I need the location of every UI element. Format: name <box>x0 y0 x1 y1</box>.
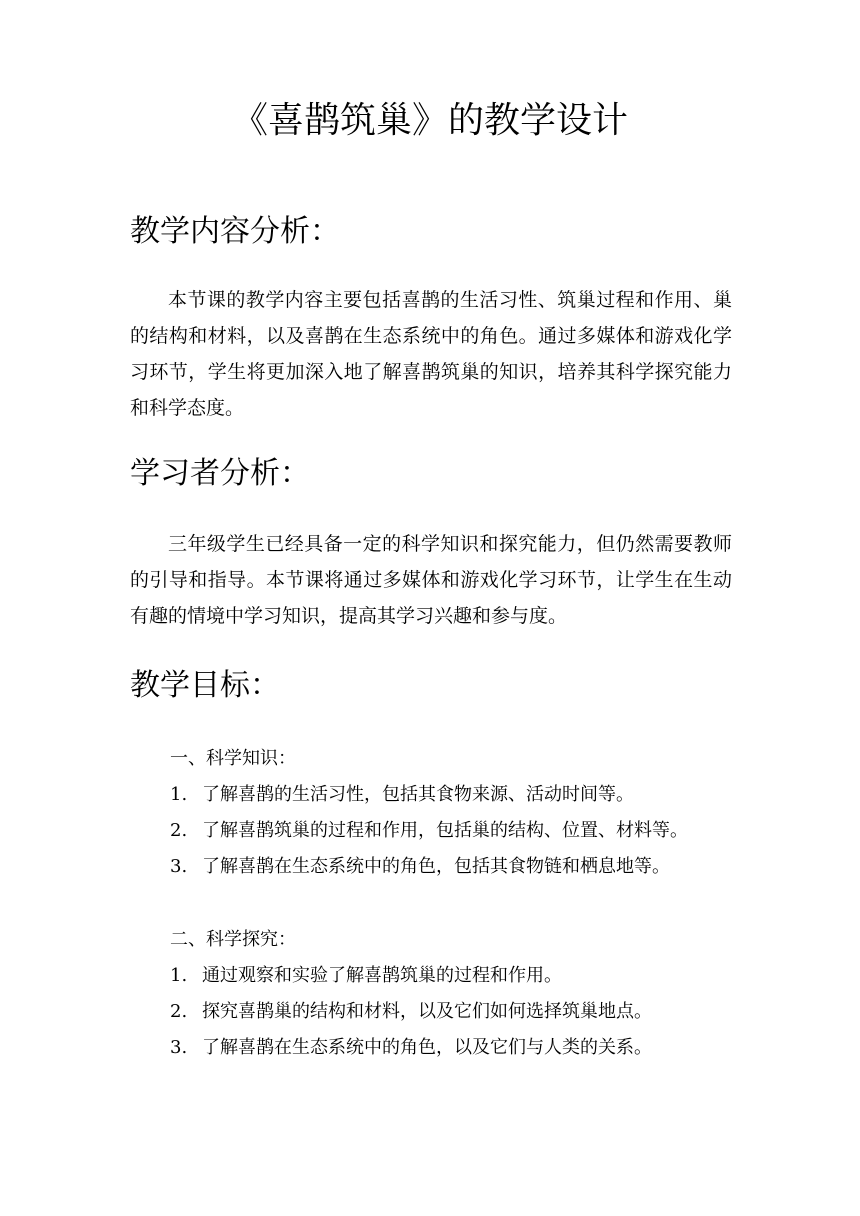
list-item-text: 通过观察和实验了解喜鹊筑巢的过程和作用。 <box>202 965 562 986</box>
list-item-text: 了解喜鹊的生活习性，包括其食物来源、活动时间等。 <box>202 784 634 805</box>
goal-group-heading-inquiry: 二、科学探究： <box>170 929 296 950</box>
list-item <box>170 1030 652 1066</box>
list-item <box>170 958 652 994</box>
goal-group-heading-knowledge: 一、科学知识： <box>170 748 296 769</box>
list-item <box>170 813 688 849</box>
list-item-text: 了解喜鹊筑巢的过程和作用，包括巢的结构、位置、材料等。 <box>202 820 688 841</box>
learner-analysis-paragraph: 三年级学生已经具备一定的科学知识和探究能力，但仍然需要教师的引导和指导。本节课将通过多媒体和游戏化学习环节，让学生在生动有趣的情境中学习知识，提高其学习兴趣和参与度。 <box>130 533 732 627</box>
section-heading-content-analysis: 教学内容分析： <box>130 214 340 249</box>
list-item-text: 了解喜鹊在生态系统中的角色，包括其食物链和栖息地等。 <box>202 856 670 877</box>
list-item-number: 1. <box>170 965 188 986</box>
content-analysis-paragraph: 本节课的教学内容主要包括喜鹊的生活习性、筑巢过程和作用、巢的结构和材料，以及喜鹊在生态系统中的角色。通过多媒体和游戏化学习环节，学生将更加深入地了解喜鹊筑巢的知识，培养其科学探究能力和科学态度。 <box>130 289 732 419</box>
document-title: 《喜鹊筑巢》的教学设计 <box>231 100 628 141</box>
list-item <box>170 849 688 885</box>
list-item-number: 3. <box>170 856 188 877</box>
goal-list-inquiry <box>170 958 652 1066</box>
section-heading-teaching-goals: 教学目标： <box>130 668 280 703</box>
list-item <box>170 994 652 1030</box>
list-item-number: 2. <box>170 820 188 841</box>
list-item <box>170 777 688 813</box>
goal-list-knowledge <box>170 777 688 885</box>
section-heading-learner-analysis: 学习者分析： <box>130 456 310 491</box>
list-item-text: 探究喜鹊巢的结构和材料，以及它们如何选择筑巢地点。 <box>202 1001 652 1022</box>
list-item-number: 3. <box>170 1037 188 1058</box>
list-item-number: 2. <box>170 1001 188 1022</box>
list-item-number: 1. <box>170 784 188 805</box>
list-item-text: 了解喜鹊在生态系统中的角色，以及它们与人类的关系。 <box>202 1037 652 1058</box>
